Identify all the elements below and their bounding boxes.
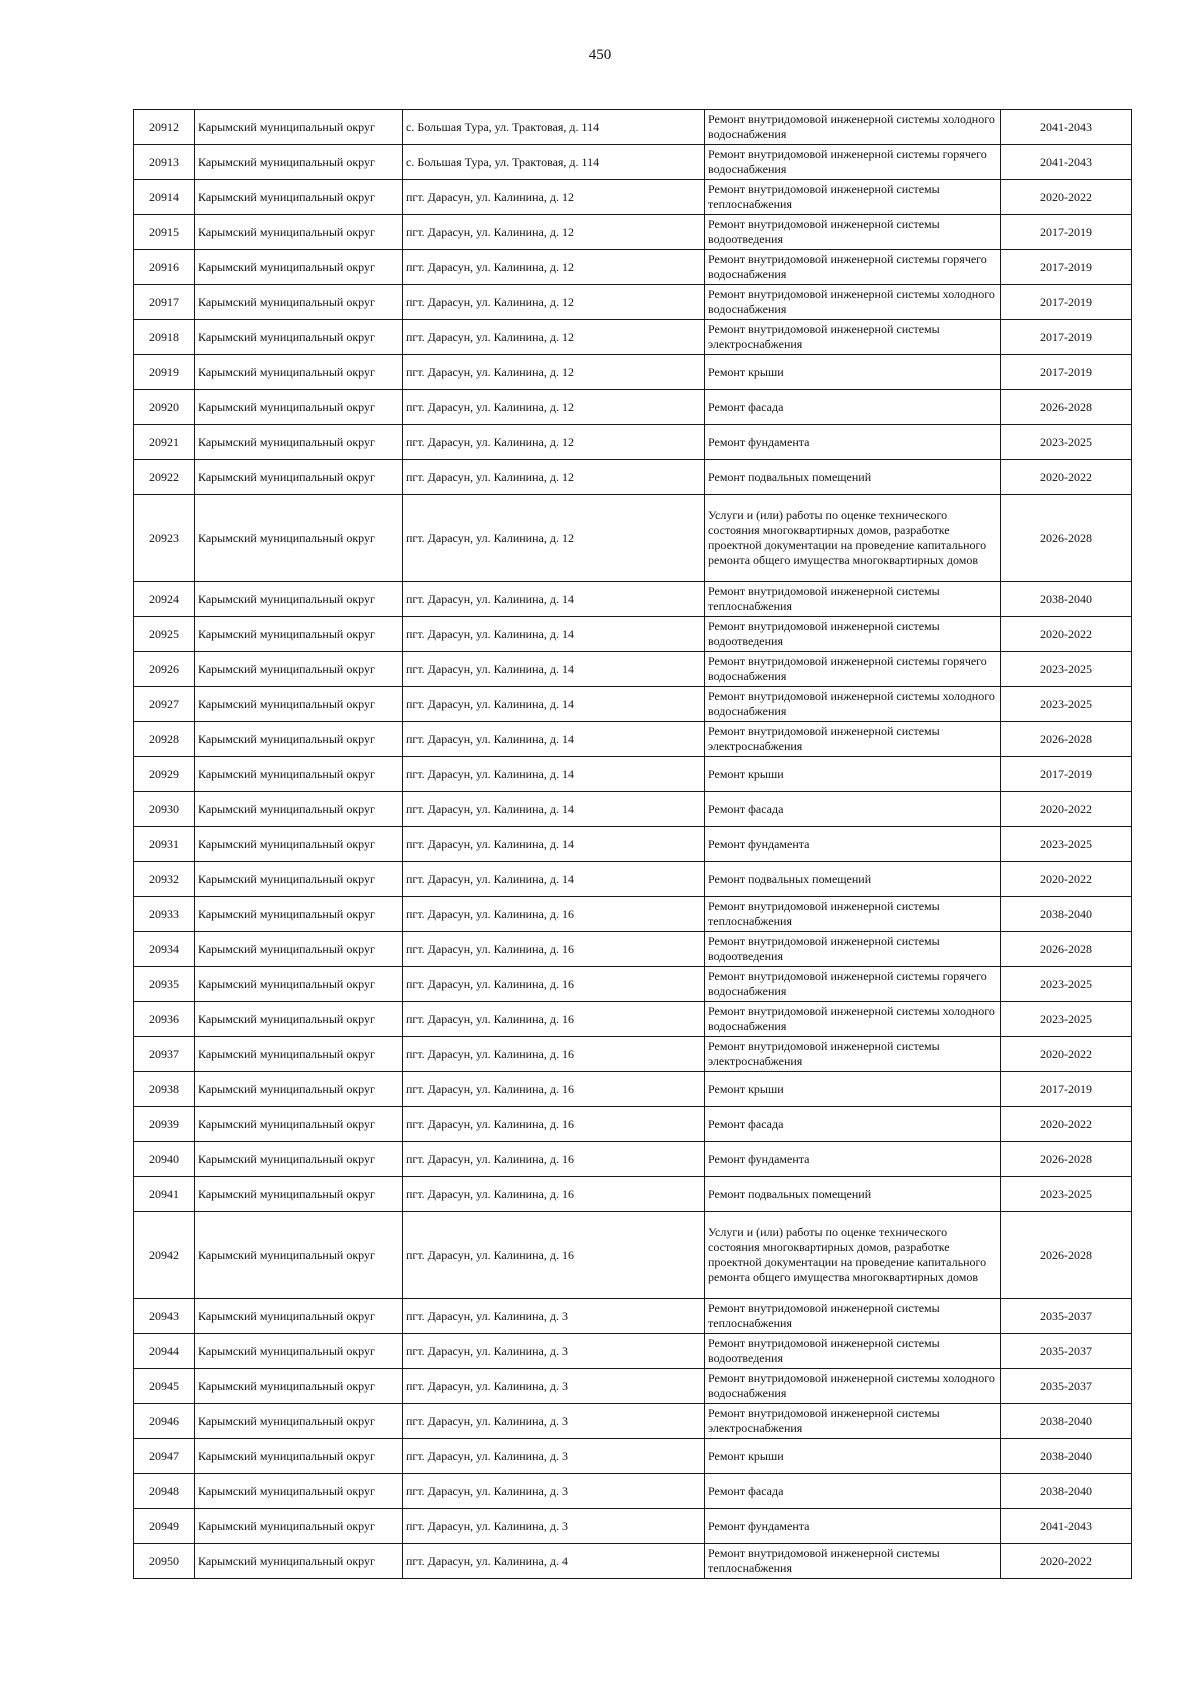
- address-cell: пгт. Дарасун, ул. Калинина, д. 14: [403, 617, 705, 652]
- address-cell: пгт. Дарасун, ул. Калинина, д. 14: [403, 652, 705, 687]
- period-cell: 2041-2043: [1001, 110, 1132, 145]
- municipality-cell: Карымский муниципальный округ: [195, 355, 403, 390]
- municipality-cell: Карымский муниципальный округ: [195, 110, 403, 145]
- municipality-cell: Карымский муниципальный округ: [195, 425, 403, 460]
- period-cell: 2023-2025: [1001, 425, 1132, 460]
- work-type-cell: Ремонт внутридомовой инженерной системы электроснабжения: [705, 1404, 1001, 1439]
- table-row: [134, 1107, 1132, 1142]
- table-row: [134, 1142, 1132, 1177]
- work-type-cell: Ремонт крыши: [705, 355, 1001, 390]
- row-number-cell: 20944: [134, 1334, 195, 1369]
- row-number-cell: 20949: [134, 1509, 195, 1544]
- period-cell: 2020-2022: [1001, 1037, 1132, 1072]
- address-cell: пгт. Дарасун, ул. Калинина, д. 3: [403, 1404, 705, 1439]
- row-number-cell: 20921: [134, 425, 195, 460]
- table-row: [134, 617, 1132, 652]
- table-row: [134, 1177, 1132, 1212]
- row-number-cell: 20935: [134, 967, 195, 1002]
- table-row: [134, 390, 1132, 425]
- municipality-cell: Карымский муниципальный округ: [195, 145, 403, 180]
- period-cell: 2026-2028: [1001, 1142, 1132, 1177]
- period-cell: 2026-2028: [1001, 1212, 1132, 1299]
- address-cell: пгт. Дарасун, ул. Калинина, д. 14: [403, 757, 705, 792]
- municipality-cell: Карымский муниципальный округ: [195, 722, 403, 757]
- table-row: [134, 652, 1132, 687]
- work-type-cell: Ремонт подвальных помещений: [705, 862, 1001, 897]
- work-type-cell: Ремонт подвальных помещений: [705, 1177, 1001, 1212]
- table-row: [134, 862, 1132, 897]
- period-cell: 2026-2028: [1001, 722, 1132, 757]
- period-cell: 2038-2040: [1001, 897, 1132, 932]
- municipality-cell: Карымский муниципальный округ: [195, 652, 403, 687]
- table-body: [134, 110, 1132, 1579]
- period-cell: 2026-2028: [1001, 495, 1132, 582]
- work-type-cell: Ремонт внутридомовой инженерной системы электроснабжения: [705, 320, 1001, 355]
- address-cell: пгт. Дарасун, ул. Калинина, д. 12: [403, 460, 705, 495]
- period-cell: 2023-2025: [1001, 652, 1132, 687]
- work-type-cell: Ремонт внутридомовой инженерной системы горячего водоснабжения: [705, 250, 1001, 285]
- row-number-cell: 20948: [134, 1474, 195, 1509]
- period-cell: 2026-2028: [1001, 390, 1132, 425]
- address-cell: пгт. Дарасун, ул. Калинина, д. 16: [403, 1177, 705, 1212]
- row-number-cell: 20917: [134, 285, 195, 320]
- table-row: [134, 757, 1132, 792]
- municipality-cell: Карымский муниципальный округ: [195, 1544, 403, 1579]
- table-row: [134, 215, 1132, 250]
- address-cell: пгт. Дарасун, ул. Калинина, д. 3: [403, 1509, 705, 1544]
- work-type-cell: Ремонт фундамента: [705, 1142, 1001, 1177]
- work-type-cell: Ремонт внутридомовой инженерной системы теплоснабжения: [705, 582, 1001, 617]
- municipality-cell: Карымский муниципальный округ: [195, 967, 403, 1002]
- municipality-cell: Карымский муниципальный округ: [195, 1404, 403, 1439]
- address-cell: пгт. Дарасун, ул. Калинина, д. 3: [403, 1334, 705, 1369]
- municipality-cell: Карымский муниципальный округ: [195, 495, 403, 582]
- table-row: [134, 1037, 1132, 1072]
- period-cell: 2038-2040: [1001, 1439, 1132, 1474]
- table-row: [134, 425, 1132, 460]
- table-row: [134, 792, 1132, 827]
- table-row: [134, 1369, 1132, 1404]
- row-number-cell: 20920: [134, 390, 195, 425]
- row-number-cell: 20925: [134, 617, 195, 652]
- table-row: [134, 932, 1132, 967]
- period-cell: 2041-2043: [1001, 145, 1132, 180]
- address-cell: пгт. Дарасун, ул. Калинина, д. 16: [403, 967, 705, 1002]
- table-row: [134, 1334, 1132, 1369]
- address-cell: пгт. Дарасун, ул. Калинина, д. 12: [403, 250, 705, 285]
- row-number-cell: 20929: [134, 757, 195, 792]
- work-type-cell: Ремонт внутридомовой инженерной системы теплоснабжения: [705, 1299, 1001, 1334]
- work-type-cell: Ремонт крыши: [705, 757, 1001, 792]
- table-row: [134, 1002, 1132, 1037]
- period-cell: 2038-2040: [1001, 1404, 1132, 1439]
- address-cell: пгт. Дарасун, ул. Калинина, д. 16: [403, 1142, 705, 1177]
- period-cell: 2038-2040: [1001, 582, 1132, 617]
- row-number-cell: 20940: [134, 1142, 195, 1177]
- table-row: [134, 1509, 1132, 1544]
- work-type-cell: Ремонт внутридомовой инженерной системы электроснабжения: [705, 1037, 1001, 1072]
- row-number-cell: 20934: [134, 932, 195, 967]
- address-cell: пгт. Дарасун, ул. Калинина, д. 14: [403, 687, 705, 722]
- row-number-cell: 20931: [134, 827, 195, 862]
- table-row: [134, 722, 1132, 757]
- table-row: [134, 320, 1132, 355]
- address-cell: пгт. Дарасун, ул. Калинина, д. 12: [403, 180, 705, 215]
- table-row: [134, 180, 1132, 215]
- address-cell: пгт. Дарасун, ул. Калинина, д. 14: [403, 827, 705, 862]
- municipality-cell: Карымский муниципальный округ: [195, 1107, 403, 1142]
- address-cell: с. Большая Тура, ул. Трактовая, д. 114: [403, 145, 705, 180]
- work-type-cell: Ремонт внутридомовой инженерной системы водоотведения: [705, 215, 1001, 250]
- row-number-cell: 20928: [134, 722, 195, 757]
- row-number-cell: 20937: [134, 1037, 195, 1072]
- table-row: [134, 897, 1132, 932]
- row-number-cell: 20932: [134, 862, 195, 897]
- row-number-cell: 20926: [134, 652, 195, 687]
- work-type-cell: Услуги и (или) работы по оценке технического состояния многоквартирных домов, разработке проектной документации на проведение капитального ремонта общего имущества многоквартирных домов: [705, 495, 1001, 582]
- period-cell: 2023-2025: [1001, 967, 1132, 1002]
- address-cell: пгт. Дарасун, ул. Калинина, д. 12: [403, 320, 705, 355]
- municipality-cell: Карымский муниципальный округ: [195, 1334, 403, 1369]
- work-type-cell: Ремонт фундамента: [705, 1509, 1001, 1544]
- row-number-cell: 20922: [134, 460, 195, 495]
- municipality-cell: Карымский муниципальный округ: [195, 827, 403, 862]
- period-cell: 2035-2037: [1001, 1334, 1132, 1369]
- municipality-cell: Карымский муниципальный округ: [195, 1299, 403, 1334]
- municipality-cell: Карымский муниципальный округ: [195, 285, 403, 320]
- row-number-cell: 20946: [134, 1404, 195, 1439]
- address-cell: пгт. Дарасун, ул. Калинина, д. 12: [403, 495, 705, 582]
- period-cell: 2020-2022: [1001, 1544, 1132, 1579]
- municipality-cell: Карымский муниципальный округ: [195, 1142, 403, 1177]
- address-cell: пгт. Дарасун, ул. Калинина, д. 12: [403, 425, 705, 460]
- table-row: [134, 582, 1132, 617]
- period-cell: 2020-2022: [1001, 180, 1132, 215]
- address-cell: пгт. Дарасун, ул. Калинина, д. 14: [403, 862, 705, 897]
- row-number-cell: 20943: [134, 1299, 195, 1334]
- period-cell: 2038-2040: [1001, 1474, 1132, 1509]
- work-type-cell: Ремонт подвальных помещений: [705, 460, 1001, 495]
- municipality-cell: Карымский муниципальный округ: [195, 250, 403, 285]
- municipality-cell: Карымский муниципальный округ: [195, 1474, 403, 1509]
- work-type-cell: Ремонт внутридомовой инженерной системы холодного водоснабжения: [705, 110, 1001, 145]
- address-cell: с. Большая Тура, ул. Трактовая, д. 114: [403, 110, 705, 145]
- row-number-cell: 20912: [134, 110, 195, 145]
- period-cell: 2017-2019: [1001, 355, 1132, 390]
- work-type-cell: Ремонт фундамента: [705, 827, 1001, 862]
- municipality-cell: Карымский муниципальный округ: [195, 1509, 403, 1544]
- table-row: [134, 1474, 1132, 1509]
- work-type-cell: Ремонт внутридомовой инженерной системы водоотведения: [705, 1334, 1001, 1369]
- address-cell: пгт. Дарасун, ул. Калинина, д. 12: [403, 215, 705, 250]
- repair-schedule-table: [133, 109, 1132, 1579]
- municipality-cell: Карымский муниципальный округ: [195, 792, 403, 827]
- table-row: [134, 1544, 1132, 1579]
- work-type-cell: Ремонт внутридомовой инженерной системы водоотведения: [705, 617, 1001, 652]
- period-cell: 2023-2025: [1001, 827, 1132, 862]
- address-cell: пгт. Дарасун, ул. Калинина, д. 16: [403, 1037, 705, 1072]
- row-number-cell: 20927: [134, 687, 195, 722]
- table-row: [134, 355, 1132, 390]
- work-type-cell: Ремонт фундамента: [705, 425, 1001, 460]
- row-number-cell: 20942: [134, 1212, 195, 1299]
- period-cell: 2035-2037: [1001, 1299, 1132, 1334]
- table-row: [134, 687, 1132, 722]
- work-type-cell: Ремонт внутридомовой инженерной системы электроснабжения: [705, 722, 1001, 757]
- municipality-cell: Карымский муниципальный округ: [195, 1072, 403, 1107]
- table-row: [134, 250, 1132, 285]
- work-type-cell: Ремонт внутридомовой инженерной системы горячего водоснабжения: [705, 145, 1001, 180]
- period-cell: 2020-2022: [1001, 792, 1132, 827]
- municipality-cell: Карымский муниципальный округ: [195, 932, 403, 967]
- work-type-cell: Ремонт внутридомовой инженерной системы водоотведения: [705, 932, 1001, 967]
- period-cell: 2017-2019: [1001, 757, 1132, 792]
- table-row: [134, 967, 1132, 1002]
- row-number-cell: 20924: [134, 582, 195, 617]
- municipality-cell: Карымский муниципальный округ: [195, 215, 403, 250]
- address-cell: пгт. Дарасун, ул. Калинина, д. 14: [403, 582, 705, 617]
- table-row: [134, 1439, 1132, 1474]
- municipality-cell: Карымский муниципальный округ: [195, 180, 403, 215]
- row-number-cell: 20947: [134, 1439, 195, 1474]
- address-cell: пгт. Дарасун, ул. Калинина, д. 16: [403, 1107, 705, 1142]
- period-cell: 2023-2025: [1001, 1177, 1132, 1212]
- address-cell: пгт. Дарасун, ул. Калинина, д. 3: [403, 1369, 705, 1404]
- work-type-cell: Ремонт внутридомовой инженерной системы горячего водоснабжения: [705, 652, 1001, 687]
- municipality-cell: Карымский муниципальный округ: [195, 757, 403, 792]
- row-number-cell: 20950: [134, 1544, 195, 1579]
- period-cell: 2020-2022: [1001, 617, 1132, 652]
- period-cell: 2035-2037: [1001, 1369, 1132, 1404]
- work-type-cell: Ремонт фасада: [705, 792, 1001, 827]
- table-row: [134, 145, 1132, 180]
- row-number-cell: 20915: [134, 215, 195, 250]
- period-cell: 2017-2019: [1001, 1072, 1132, 1107]
- municipality-cell: Карымский муниципальный округ: [195, 320, 403, 355]
- address-cell: пгт. Дарасун, ул. Калинина, д. 16: [403, 1002, 705, 1037]
- work-type-cell: Ремонт крыши: [705, 1439, 1001, 1474]
- municipality-cell: Карымский муниципальный округ: [195, 1212, 403, 1299]
- row-number-cell: 20918: [134, 320, 195, 355]
- address-cell: пгт. Дарасун, ул. Калинина, д. 14: [403, 722, 705, 757]
- work-type-cell: Ремонт внутридомовой инженерной системы холодного водоснабжения: [705, 687, 1001, 722]
- address-cell: пгт. Дарасун, ул. Калинина, д. 16: [403, 1212, 705, 1299]
- period-cell: 2023-2025: [1001, 1002, 1132, 1037]
- table-row: [134, 285, 1132, 320]
- address-cell: пгт. Дарасун, ул. Калинина, д. 3: [403, 1299, 705, 1334]
- page-number: 450: [588, 47, 612, 63]
- table-row: [134, 110, 1132, 145]
- period-cell: 2017-2019: [1001, 215, 1132, 250]
- period-cell: 2020-2022: [1001, 460, 1132, 495]
- address-cell: пгт. Дарасун, ул. Калинина, д. 3: [403, 1439, 705, 1474]
- row-number-cell: 20945: [134, 1369, 195, 1404]
- work-type-cell: Ремонт фасада: [705, 390, 1001, 425]
- period-cell: 2041-2043: [1001, 1509, 1132, 1544]
- table-row: [134, 1072, 1132, 1107]
- work-type-cell: Ремонт фасада: [705, 1107, 1001, 1142]
- address-cell: пгт. Дарасун, ул. Калинина, д. 14: [403, 792, 705, 827]
- row-number-cell: 20914: [134, 180, 195, 215]
- row-number-cell: 20938: [134, 1072, 195, 1107]
- municipality-cell: Карымский муниципальный округ: [195, 1037, 403, 1072]
- period-cell: 2020-2022: [1001, 1107, 1132, 1142]
- table-row: [134, 495, 1132, 582]
- work-type-cell: Ремонт внутридомовой инженерной системы теплоснабжения: [705, 897, 1001, 932]
- table-row: [134, 460, 1132, 495]
- period-cell: 2026-2028: [1001, 932, 1132, 967]
- municipality-cell: Карымский муниципальный округ: [195, 687, 403, 722]
- address-cell: пгт. Дарасун, ул. Калинина, д. 12: [403, 285, 705, 320]
- address-cell: пгт. Дарасун, ул. Калинина, д. 16: [403, 1072, 705, 1107]
- municipality-cell: Карымский муниципальный округ: [195, 582, 403, 617]
- municipality-cell: Карымский муниципальный округ: [195, 1369, 403, 1404]
- municipality-cell: Карымский муниципальный округ: [195, 617, 403, 652]
- municipality-cell: Карымский муниципальный округ: [195, 1439, 403, 1474]
- work-type-cell: Ремонт внутридомовой инженерной системы холодного водоснабжения: [705, 1002, 1001, 1037]
- municipality-cell: Карымский муниципальный округ: [195, 1002, 403, 1037]
- municipality-cell: Карымский муниципальный округ: [195, 460, 403, 495]
- work-type-cell: Ремонт крыши: [705, 1072, 1001, 1107]
- period-cell: 2017-2019: [1001, 250, 1132, 285]
- row-number-cell: 20913: [134, 145, 195, 180]
- municipality-cell: Карымский муниципальный округ: [195, 390, 403, 425]
- row-number-cell: 20933: [134, 897, 195, 932]
- municipality-cell: Карымский муниципальный округ: [195, 897, 403, 932]
- row-number-cell: 20923: [134, 495, 195, 582]
- work-type-cell: Ремонт внутридомовой инженерной системы горячего водоснабжения: [705, 967, 1001, 1002]
- table-row: [134, 827, 1132, 862]
- period-cell: 2017-2019: [1001, 285, 1132, 320]
- work-type-cell: Ремонт фасада: [705, 1474, 1001, 1509]
- work-type-cell: Услуги и (или) работы по оценке технического состояния многоквартирных домов, разработке проектной документации на проведение капитального ремонта общего имущества многоквартирных домов: [705, 1212, 1001, 1299]
- work-type-cell: Ремонт внутридомовой инженерной системы теплоснабжения: [705, 180, 1001, 215]
- work-type-cell: Ремонт внутридомовой инженерной системы холодного водоснабжения: [705, 285, 1001, 320]
- municipality-cell: Карымский муниципальный округ: [195, 862, 403, 897]
- row-number-cell: 20916: [134, 250, 195, 285]
- row-number-cell: 20936: [134, 1002, 195, 1037]
- address-cell: пгт. Дарасун, ул. Калинина, д. 12: [403, 390, 705, 425]
- row-number-cell: 20919: [134, 355, 195, 390]
- address-cell: пгт. Дарасун, ул. Калинина, д. 16: [403, 897, 705, 932]
- period-cell: 2020-2022: [1001, 862, 1132, 897]
- address-cell: пгт. Дарасун, ул. Калинина, д. 16: [403, 932, 705, 967]
- row-number-cell: 20930: [134, 792, 195, 827]
- address-cell: пгт. Дарасун, ул. Калинина, д. 12: [403, 355, 705, 390]
- municipality-cell: Карымский муниципальный округ: [195, 1177, 403, 1212]
- table-row: [134, 1404, 1132, 1439]
- work-type-cell: Ремонт внутридомовой инженерной системы теплоснабжения: [705, 1544, 1001, 1579]
- address-cell: пгт. Дарасун, ул. Калинина, д. 4: [403, 1544, 705, 1579]
- period-cell: 2023-2025: [1001, 687, 1132, 722]
- period-cell: 2017-2019: [1001, 320, 1132, 355]
- address-cell: пгт. Дарасун, ул. Калинина, д. 3: [403, 1474, 705, 1509]
- work-type-cell: Ремонт внутридомовой инженерной системы холодного водоснабжения: [705, 1369, 1001, 1404]
- table-row: [134, 1299, 1132, 1334]
- table-row: [134, 1212, 1132, 1299]
- row-number-cell: 20941: [134, 1177, 195, 1212]
- row-number-cell: 20939: [134, 1107, 195, 1142]
